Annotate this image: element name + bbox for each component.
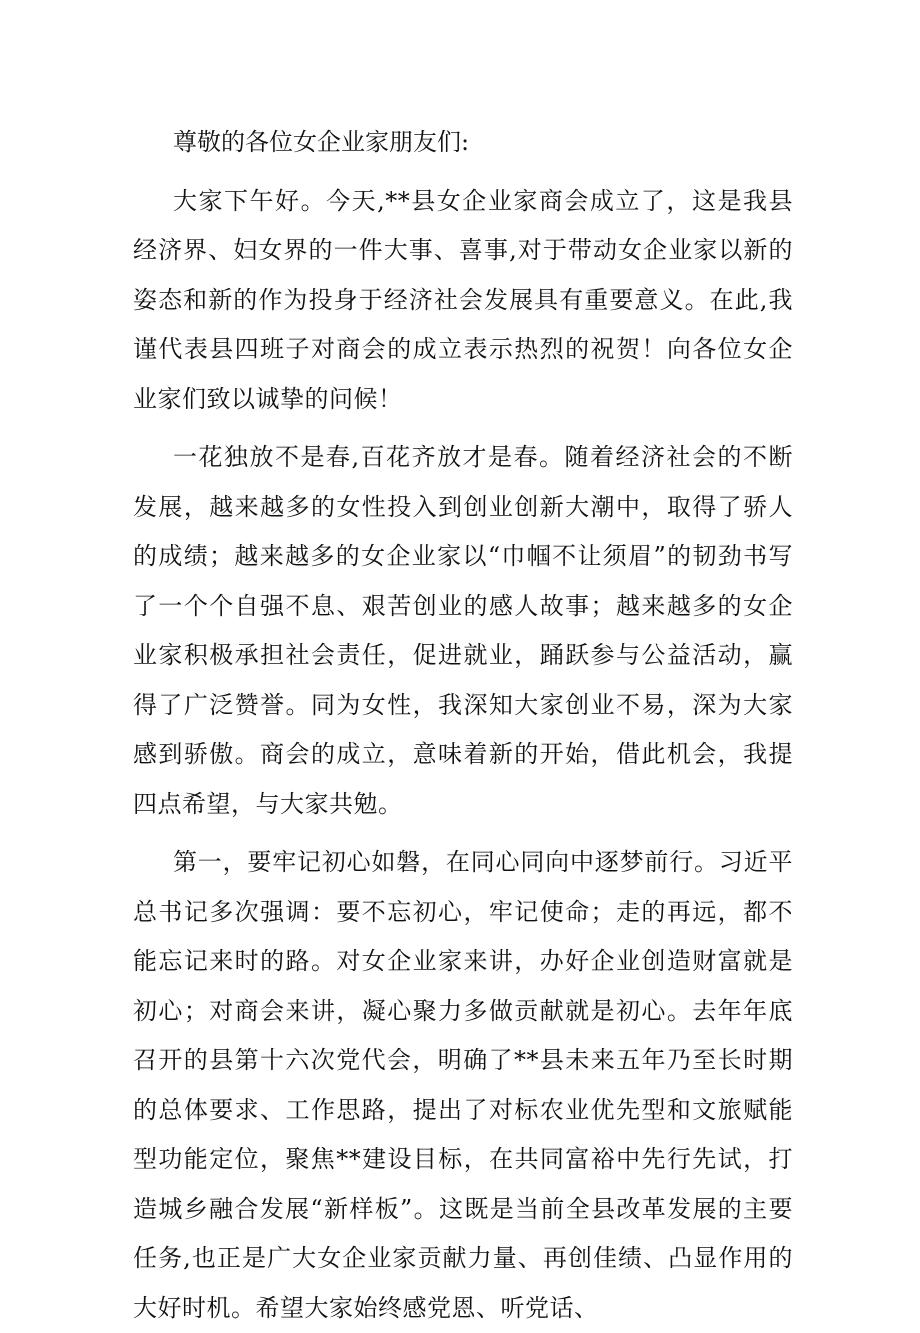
paragraph-spring: 一花独放不是春,百花齐放才是春。随着经济社会的不断发展，越来越多的女性投入到创业创新大潮中，取得了骄人的成绩；越来越多的女企业家以“巾帼不让须眉”的韧劲书写了一个个自强不息、艰苦创业的感人故事；越来越多的女企业家积极承担社会责任，促进就业，踊跃参与公益活动，赢得了广泛赞誉。同为女性，我深知大家创业不易，深为大家感到骄傲。商会的成立，意味着新的开始，借此机会，我提四点希望，与大家共勉。 [133,443,793,818]
paragraph-first-point: 第一，要牢记初心如磐，在同心同向中逐梦前行。习近平总书记多次强调：要不忘初心，牢记使命；走的再远，都不能忘记来时的路。对女企业家来讲，办好企业创造财富就是初心；对商会来讲，凝心聚力多做贡献就是初心。去年年底召开的县第十六次党代会，明确了**县未来五年乃至长时期的总体要求、工作思路，提出了对标农业优先型和文旅赋能型功能定位，聚焦**建设目标，在共同富裕中先行先试，打造城乡融合发展“新样板”。这既是当前全县改革发展的主要任务,也正是广大女企业家贡献力量、再创佳绩、凸显作用的大好时机。希望大家始终感党恩、听党话、 [133,848,793,1322]
speech-body [133,118,793,1333]
greeting-line: 尊敬的各位女企业家朋友们: [173,128,470,156]
paragraph-opening: 大家下午好。今天,**县女企业家商会成立了，这是我县经济界、妇女界的一件大事、喜事,对于带动女企业家以新的姿态和新的作为投身于经济社会发展具有重要意义。在此,我谨代表县四班子对商会的成立表示热烈的祝贺！向各位女企业家们致以诚挚的问候！ [133,186,793,413]
